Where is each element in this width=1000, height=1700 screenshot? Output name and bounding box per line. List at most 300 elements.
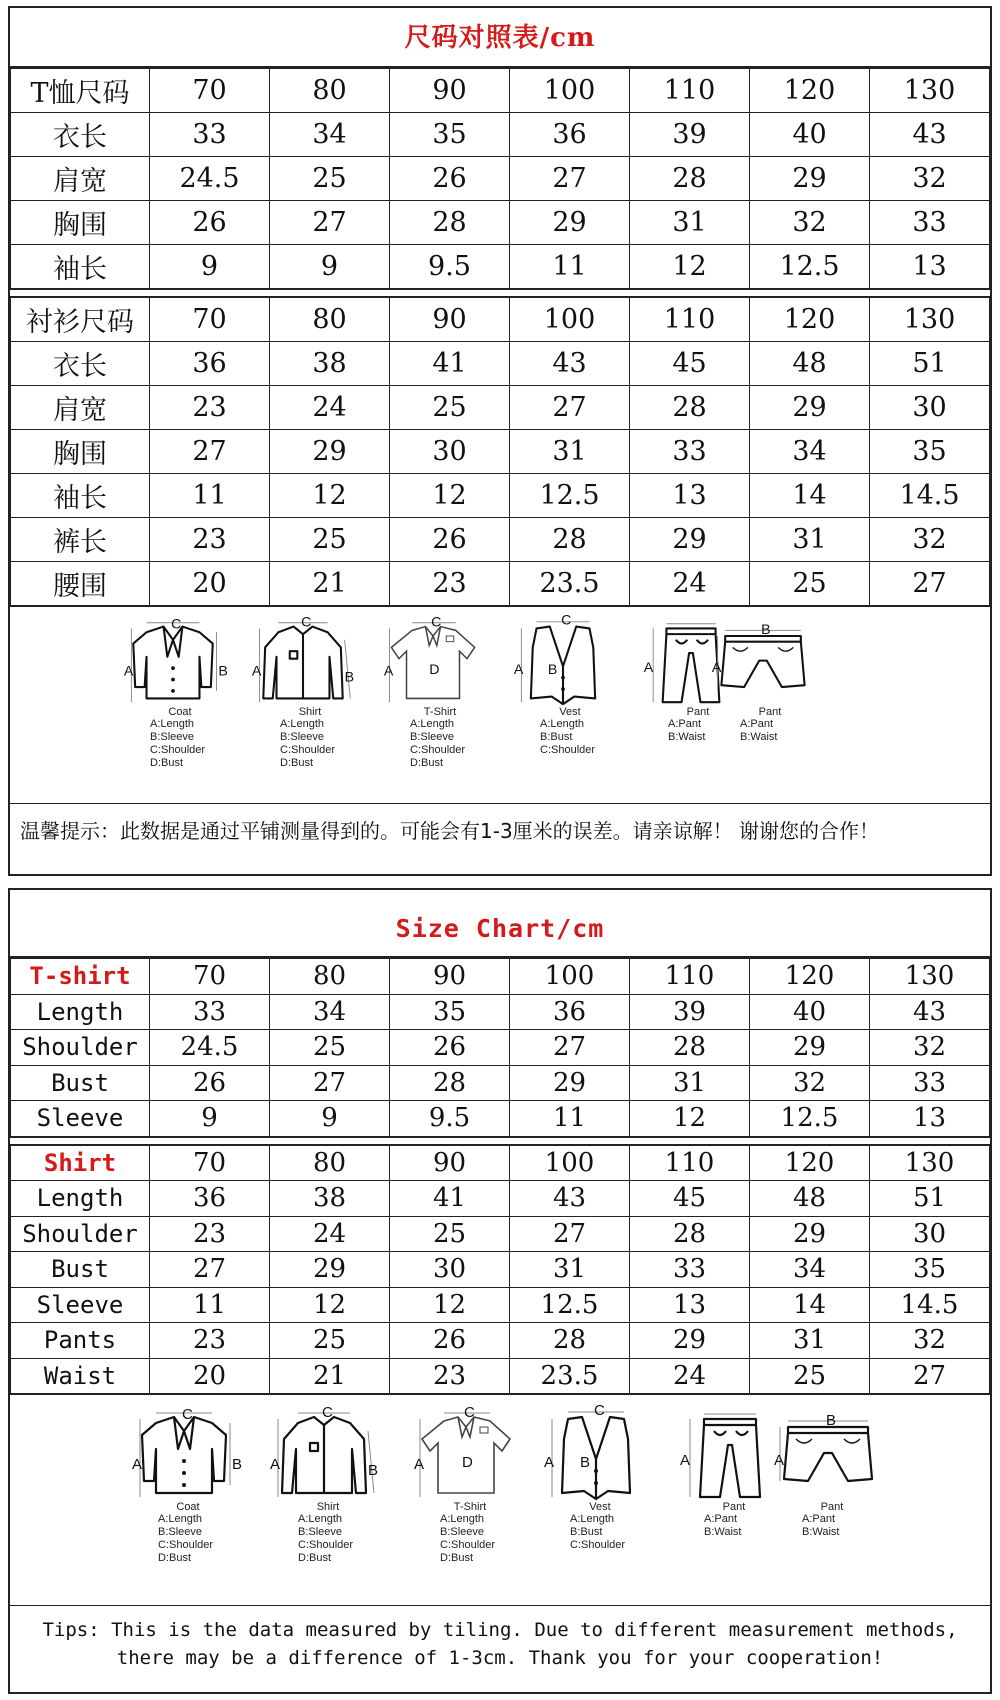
value-cell: 34 [750,430,870,474]
value-cell: 35 [870,430,990,474]
table-divider [10,289,990,297]
garment-name: T-Shirt [423,706,457,718]
size-cell: 130 [870,69,990,113]
row-label: Sleeve [11,1101,150,1137]
row-label: 胸围 [11,430,150,474]
size-cell: 80 [270,69,390,113]
measurement-letter: C [322,1404,333,1421]
value-cell: 27 [270,1065,390,1101]
legend-line: B:Sleeve [280,731,325,743]
legend-line: A:Length [540,718,585,730]
value-cell: 27 [870,562,990,606]
legend-line: D:Bust [440,1552,474,1564]
shirt-icon [250,614,356,706]
legend-line: D:Bust [298,1552,332,1564]
row-label: Bust [11,1065,150,1101]
legend-line: A:Length [440,1513,485,1525]
measurement-row [11,1358,990,1394]
value-cell: 27 [270,201,390,245]
measurement-letter: C [431,614,442,631]
value-cell: 14 [750,474,870,518]
value-cell: 33 [630,1252,750,1288]
size-cell: 130 [870,959,990,995]
value-cell: 29 [270,430,390,474]
value-cell: 12 [390,474,510,518]
row-label: T恤尺码 [11,69,150,113]
size-header-row [11,959,990,995]
tshirt-icon [380,614,486,706]
row-label: Length [11,1181,150,1217]
value-cell: 43 [870,994,990,1030]
value-cell: 35 [390,994,510,1030]
value-cell: 11 [510,1101,630,1137]
value-cell: 9.5 [390,245,510,289]
value-cell: 25 [390,386,510,430]
size-cell: 110 [630,1145,750,1181]
size-cell: 110 [630,959,750,995]
value-cell: 24 [630,1358,750,1394]
value-cell: 24.5 [150,157,270,201]
value-cell: 12 [270,1287,390,1323]
value-cell: 30 [870,1216,990,1252]
value-cell: 29 [750,386,870,430]
measurement-row [11,1030,990,1066]
value-cell: 12.5 [750,1101,870,1137]
measurement-row [11,1181,990,1217]
value-cell: 21 [270,1358,390,1394]
measurement-row [11,1216,990,1252]
value-cell: 39 [630,113,750,157]
size-cell: 120 [750,298,870,342]
measurement-row [11,1323,990,1359]
legend-line: C:Shoulder [570,1539,626,1551]
shirt-size-table-en [10,1145,990,1395]
legend-line: C:Shoulder [298,1539,354,1551]
measurement-letter: B [761,622,771,639]
garment-name: Pant [722,1501,746,1513]
garment-diagram-tshirt [380,614,500,770]
measurement-row [11,1101,990,1137]
value-cell: 34 [750,1252,870,1288]
value-cell: 35 [870,1252,990,1288]
garment-name: Vest [589,1501,611,1513]
measurement-letter: B [344,669,355,686]
vest-icon [540,1402,652,1501]
row-label: 衣长 [11,342,150,386]
value-cell: 35 [390,113,510,157]
row-label: 肩宽 [11,157,150,201]
value-cell: 24.5 [150,1030,270,1066]
measurement-row [11,1252,990,1288]
garment-diagram-tshirt [410,1404,530,1565]
measurement-letter: B [580,1454,591,1471]
value-cell: 27 [510,1216,630,1252]
value-cell: 9 [150,1101,270,1137]
size-cell: 120 [750,1145,870,1181]
garment-name: Vest [559,706,581,718]
legend-line: B:Sleeve [440,1526,485,1538]
measurement-letter: A [383,663,394,680]
chart-title-en: Size Chart/cm [10,890,990,958]
value-cell: 29 [510,201,630,245]
size-header-row [11,69,990,113]
row-label: 腰围 [11,562,150,606]
value-cell: 51 [870,1181,990,1217]
value-cell: 23 [150,1323,270,1359]
value-cell: 12 [390,1287,510,1323]
value-cell: 12.5 [510,1287,630,1323]
measurement-row [11,474,990,518]
legend-line: A:Pant [704,1513,738,1525]
value-cell: 32 [870,157,990,201]
value-cell: 12 [630,1101,750,1137]
size-cell: 100 [510,1145,630,1181]
measurement-row [11,113,990,157]
value-cell: 48 [750,1181,870,1217]
garment-name: Coat [168,706,192,718]
size-header-row [11,298,990,342]
measurement-row [11,430,990,474]
measurement-row [11,518,990,562]
size-cell: 80 [270,298,390,342]
tshirt-size-table-cn [10,68,990,289]
tshirt-size-table-en [10,958,990,1137]
measurement-letter: B [232,1456,243,1473]
legend-line: D:Bust [410,757,444,769]
value-cell: 28 [390,201,510,245]
value-cell: 27 [510,157,630,201]
value-cell: 11 [150,1287,270,1323]
size-cell: 130 [870,1145,990,1181]
value-cell: 24 [270,386,390,430]
value-cell: 31 [510,430,630,474]
measurement-letter: D [429,661,440,678]
value-cell: 33 [150,113,270,157]
size-header-row [11,1145,990,1181]
row-label: Pants [11,1323,150,1359]
value-cell: 14 [750,1287,870,1323]
measurement-letter: C [594,1402,605,1419]
value-cell: 12.5 [510,474,630,518]
row-label: 袖长 [11,245,150,289]
value-cell: 33 [630,430,750,474]
legend-line: B:Sleeve [410,731,455,743]
value-cell: 25 [750,562,870,606]
size-cell: 90 [390,1145,510,1181]
measurement-row [11,1065,990,1101]
value-cell: 32 [870,518,990,562]
legend-line: A:Length [298,1513,343,1525]
value-cell: 34 [270,113,390,157]
garment-diagram-shorts [772,1409,892,1539]
garment-name: Pant [758,706,782,718]
value-cell: 27 [150,1252,270,1288]
value-cell: 11 [150,474,270,518]
value-cell: 45 [630,342,750,386]
value-cell: 23 [390,1358,510,1394]
row-label: Sleeve [11,1287,150,1323]
value-cell: 30 [390,1252,510,1288]
row-label: 肩宽 [11,386,150,430]
value-cell: 27 [870,1358,990,1394]
size-cell: 120 [750,69,870,113]
chart-title-cn: 尺码对照表/cm [10,8,990,68]
value-cell: 26 [390,157,510,201]
legend-line: B:Waist [704,1526,742,1538]
size-cell: 70 [150,1145,270,1181]
value-cell: 24 [270,1216,390,1252]
value-cell: 28 [510,518,630,562]
value-cell: 36 [150,342,270,386]
size-cell: 100 [510,69,630,113]
value-cell: 48 [750,342,870,386]
measurement-letter: C [182,1406,193,1423]
measurement-letter: C [561,612,572,629]
value-cell: 28 [630,157,750,201]
garment-measurement-diagrams-cn [10,606,990,803]
row-label: 袖长 [11,474,150,518]
garment-measurement-diagrams-en [10,1394,990,1605]
value-cell: 24 [630,562,750,606]
coat-icon [128,1406,243,1501]
value-cell: 20 [150,1358,270,1394]
value-cell: 23 [390,562,510,606]
value-cell: 43 [510,342,630,386]
measurement-row [11,201,990,245]
measurement-row [11,562,990,606]
value-cell: 32 [870,1030,990,1066]
size-cell: 90 [390,959,510,995]
measurement-row [11,342,990,386]
garment-diagram-vest [510,612,630,757]
garment-name: Pant [820,1501,844,1513]
legend-line: D:Bust [280,757,314,769]
value-cell: 25 [270,518,390,562]
size-cell: 130 [870,298,990,342]
value-cell: 33 [870,1065,990,1101]
size-cell: 120 [750,959,870,995]
value-cell: 31 [630,201,750,245]
legend-line: A:Pant [740,718,774,730]
table-divider [10,1137,990,1145]
value-cell: 39 [630,994,750,1030]
size-cell: 90 [390,69,510,113]
value-cell: 28 [510,1323,630,1359]
garment-diagram-shorts [710,619,830,744]
value-cell: 9 [150,245,270,289]
value-cell: 9.5 [390,1101,510,1137]
value-cell: 26 [390,518,510,562]
measurement-letter: A [513,661,524,678]
value-cell: 28 [630,1216,750,1252]
row-label: Bust [11,1252,150,1288]
value-cell: 29 [510,1065,630,1101]
legend-line: A:Length [280,718,325,730]
legend-line: B:Waist [668,731,706,743]
value-cell: 23 [150,1216,270,1252]
measurement-letter: A [711,659,722,676]
value-cell: 32 [870,1323,990,1359]
value-cell: 13 [870,1101,990,1137]
value-cell: 45 [630,1181,750,1217]
measurement-letter: A [270,1456,281,1473]
value-cell: 21 [270,562,390,606]
value-cell: 51 [870,342,990,386]
value-cell: 26 [390,1030,510,1066]
value-cell: 25 [270,1323,390,1359]
size-cell: 80 [270,959,390,995]
value-cell: 13 [630,1287,750,1323]
size-cell: 80 [270,1145,390,1181]
legend-line: B:Bust [570,1526,603,1538]
garment-name: Shirt [316,1501,340,1513]
shirt-icon [268,1404,380,1501]
measurement-letter: A [251,663,262,680]
value-cell: 32 [750,201,870,245]
value-cell: 30 [390,430,510,474]
garment-diagram-coat [128,1406,248,1565]
measurement-row [11,994,990,1030]
value-cell: 27 [510,386,630,430]
legend-line: D:Bust [150,757,184,769]
size-cell: 110 [630,298,750,342]
value-cell: 26 [150,1065,270,1101]
row-label: T-shirt [11,959,150,995]
measurement-letter: A [774,1452,785,1469]
value-cell: 28 [630,1030,750,1066]
legend-line: A:Pant [668,718,702,730]
measurement-letter: A [123,663,134,680]
value-cell: 26 [150,201,270,245]
value-cell: 25 [270,1030,390,1066]
value-cell: 43 [870,113,990,157]
value-cell: 11 [510,245,630,289]
value-cell: 13 [630,474,750,518]
value-cell: 34 [270,994,390,1030]
row-label: Length [11,994,150,1030]
measurement-letter: B [368,1462,379,1479]
vest-icon [510,612,616,706]
legend-line: C:Shoulder [150,744,206,756]
pants-icon [674,1409,786,1501]
value-cell: 29 [630,1323,750,1359]
chinese-size-chart [8,6,992,876]
measurement-letter: A [132,1456,143,1473]
legend-line: B:Bust [540,731,573,743]
tshirt-icon [410,1404,522,1501]
measurement-letter: C [171,616,182,633]
garment-diagram-shirt [250,614,370,770]
value-cell: 32 [750,1065,870,1101]
value-cell: 12 [270,474,390,518]
value-cell: 36 [150,1181,270,1217]
garment-diagram-coat [120,616,240,770]
value-cell: 30 [870,386,990,430]
measurement-row [11,157,990,201]
row-label: Shoulder [11,1030,150,1066]
garment-diagram-vest [540,1402,660,1552]
value-cell: 23.5 [510,1358,630,1394]
value-cell: 23 [150,386,270,430]
value-cell: 26 [390,1323,510,1359]
value-cell: 33 [870,201,990,245]
value-cell: 41 [390,342,510,386]
value-cell: 14.5 [870,474,990,518]
value-cell: 28 [390,1065,510,1101]
tips-note-cn: 温馨提示：此数据是通过平铺测量得到的。可能会有1-3厘米的误差。请亲谅解！ 谢谢您的合作！ [10,803,990,859]
tips-note-en: Tips: This is the data measured by tiling. Due to different measurement methods, there may be a difference of 1-3cm. Thank you for your cooperation! [10,1605,990,1675]
value-cell: 33 [150,994,270,1030]
value-cell: 29 [750,1216,870,1252]
legend-line: B:Sleeve [158,1526,203,1538]
size-cell: 100 [510,298,630,342]
value-cell: 36 [510,994,630,1030]
value-cell: 23 [150,518,270,562]
value-cell: 9 [270,1101,390,1137]
row-label: 裤长 [11,518,150,562]
legend-line: C:Shoulder [280,744,336,756]
measurement-letter: B [218,663,228,680]
value-cell: 27 [510,1030,630,1066]
legend-line: B:Sleeve [150,731,195,743]
shorts-icon [710,619,816,706]
value-cell: 38 [270,342,390,386]
measurement-letter: A [643,659,654,676]
garment-name: T-Shirt [453,1501,487,1513]
legend-line: D:Bust [158,1552,192,1564]
value-cell: 20 [150,562,270,606]
row-label: Shoulder [11,1216,150,1252]
size-cell: 100 [510,959,630,995]
value-cell: 9 [270,245,390,289]
size-cell: 90 [390,298,510,342]
value-cell: 29 [750,157,870,201]
legend-line: A:Length [150,718,195,730]
value-cell: 27 [150,430,270,474]
value-cell: 43 [510,1181,630,1217]
legend-line: B:Sleeve [298,1526,343,1538]
measurement-row [11,1287,990,1323]
value-cell: 13 [870,245,990,289]
garment-name: Shirt [298,706,322,718]
english-size-chart [8,888,992,1694]
value-cell: 31 [630,1065,750,1101]
row-label: 衣长 [11,113,150,157]
measurement-row [11,386,990,430]
coat-icon [120,616,228,706]
legend-line: C:Shoulder [158,1539,214,1551]
value-cell: 29 [750,1030,870,1066]
legend-line: A:Length [410,718,455,730]
value-cell: 31 [750,1323,870,1359]
value-cell: 36 [510,113,630,157]
measurement-letter: B [826,1412,837,1429]
row-label: 胸围 [11,201,150,245]
size-cell: 70 [150,298,270,342]
legend-line: A:Length [158,1513,203,1525]
value-cell: 31 [510,1252,630,1288]
garment-name: Coat [176,1501,200,1513]
measurement-letter: A [680,1452,691,1469]
size-cell: 70 [150,69,270,113]
value-cell: 38 [270,1181,390,1217]
legend-line: B:Waist [740,731,778,743]
legend-line: C:Shoulder [410,744,466,756]
value-cell: 23.5 [510,562,630,606]
value-cell: 28 [630,386,750,430]
value-cell: 40 [750,994,870,1030]
legend-line: C:Shoulder [540,744,596,756]
